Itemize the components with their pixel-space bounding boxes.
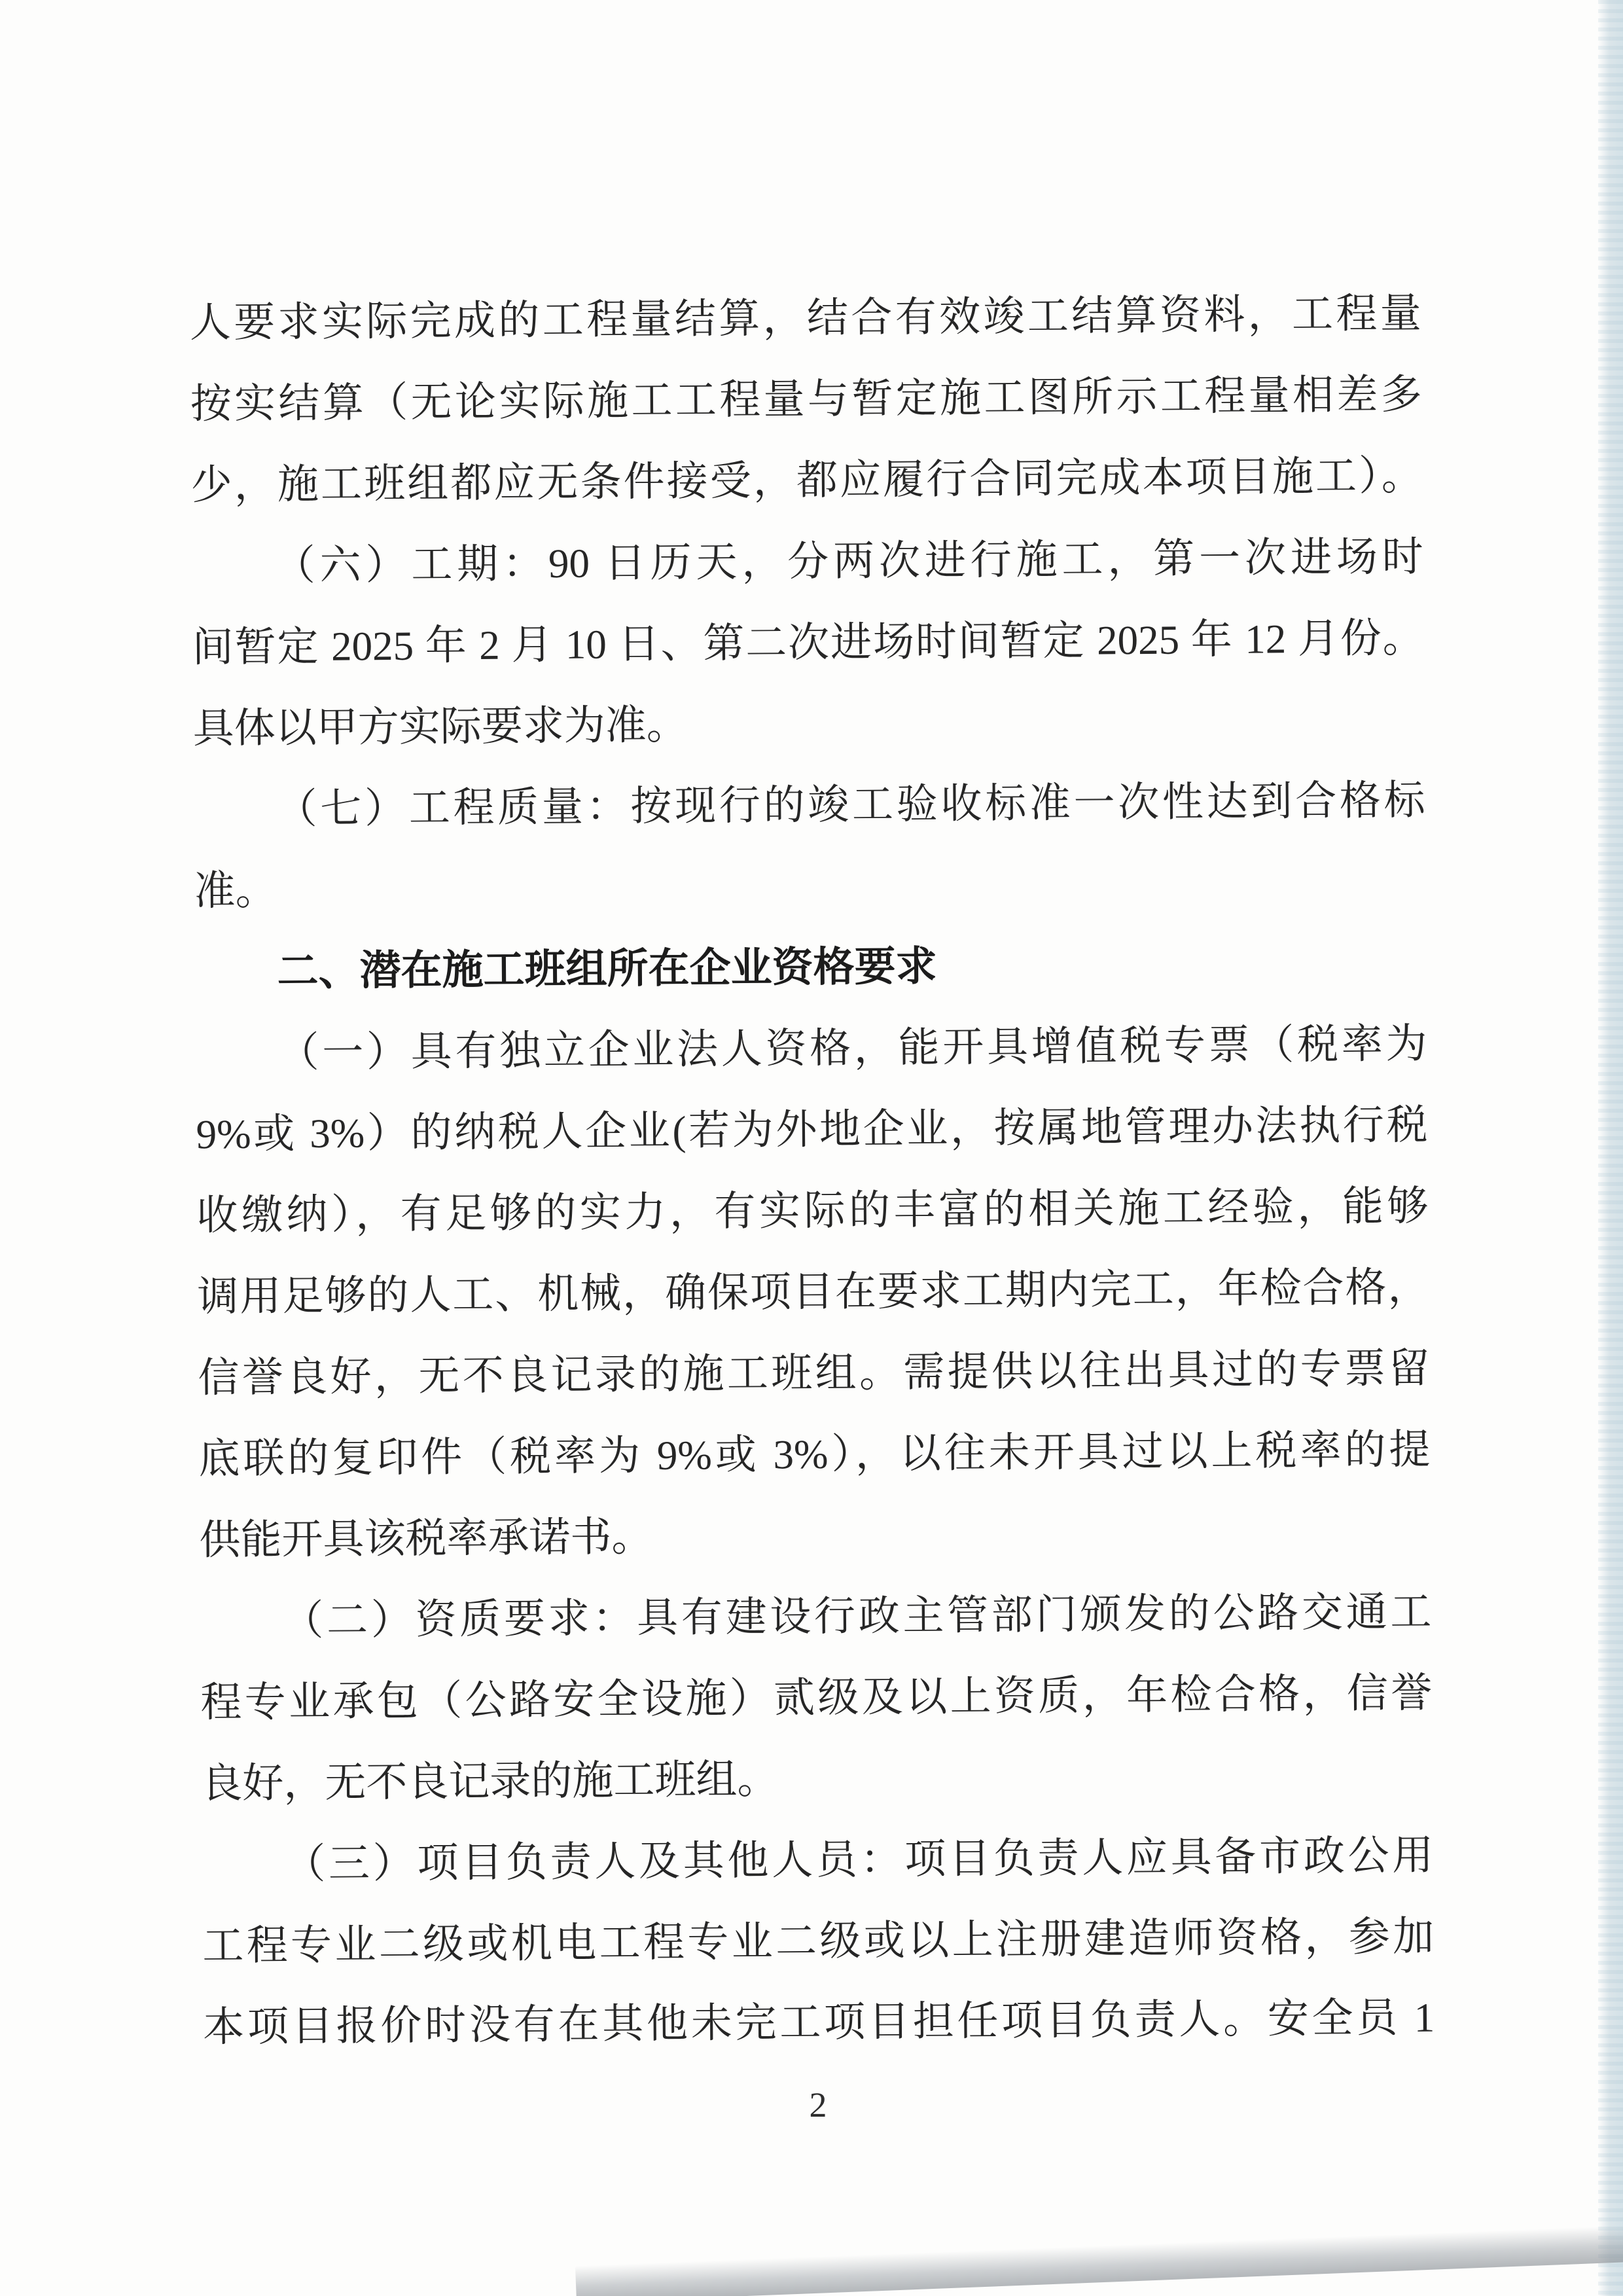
text-line: 信誉良好，无不良记录的施工班组。需提供以往出具过的专票留 bbox=[198, 1345, 1430, 1401]
document-body bbox=[189, 273, 1435, 2068]
text-line: 9%或 3%）的纳税人企业(若为外地企业，按属地管理办法执行税 bbox=[196, 1102, 1428, 1158]
text-line: 良好，无不良记录的施工班组。 bbox=[201, 1756, 779, 1807]
text-line: 程专业承包（公路安全设施）贰级及以上资质，年检合格，信誉 bbox=[200, 1670, 1433, 1726]
text-line: 具体以甲方实际要求为准。 bbox=[192, 702, 688, 752]
text-line: 间暂定 2025 年 2 月 10 日、第二次进场时间暂定 2025 年 12 月份。 bbox=[192, 615, 1424, 671]
text-line: 收缴纳），有足够的实力，有实际的丰富的相关施工经验，能够 bbox=[196, 1183, 1429, 1239]
text-line: 准。 bbox=[194, 867, 277, 914]
text-line: 工程专业二级或机电工程专业二级或以上注册建造师资格，参加 bbox=[202, 1913, 1435, 1969]
text-line: （三）项目负责人及其他人员：项目负责人应具备市政公用 bbox=[284, 1832, 1434, 1888]
text-line: （一）具有独立企业法人资格，能开具增值税专票（税率为 bbox=[277, 1020, 1427, 1076]
text-line: 少，施工班组都应无条件接受，都应履行合同完成本项目施工）。 bbox=[190, 452, 1423, 509]
text-line: 本项目报价时没有在其他未完工项目担任项目负责人。安全员 1 bbox=[202, 1994, 1435, 2051]
text-line: 按实结算（无论实际施工工程量与暂定施工图所示工程量相差多 bbox=[190, 371, 1422, 427]
section-heading: 二、潜在施工班组所在企业资格要求 bbox=[277, 943, 937, 995]
text-line: 调用足够的人工、机械，确保项目在要求工期内完工，年检合格， bbox=[197, 1264, 1429, 1320]
text-line: （二）资质要求：具有建设行政主管部门颁发的公路交通工 bbox=[282, 1588, 1432, 1644]
text-line: （七）工程质量：按现行的竣工验收标准一次性达到合格标 bbox=[276, 777, 1425, 833]
scan-edge-artifact-right bbox=[1598, 0, 1623, 2296]
text-line: 人要求实际完成的工程量结算，结合有效竣工结算资料，工程量 bbox=[189, 290, 1422, 346]
scan-shadow-artifact-bottom bbox=[575, 2221, 1623, 2296]
page-number: 2 bbox=[809, 2085, 827, 2125]
text-line: （六）工期：90 日历天，分两次进行施工，第一次进场时 bbox=[274, 533, 1423, 589]
text-line: 底联的复印件（税率为 9%或 3%），以往未开具过以上税率的提 bbox=[198, 1426, 1431, 1482]
text-line: 供能开具该税率承诺书。 bbox=[199, 1513, 653, 1564]
